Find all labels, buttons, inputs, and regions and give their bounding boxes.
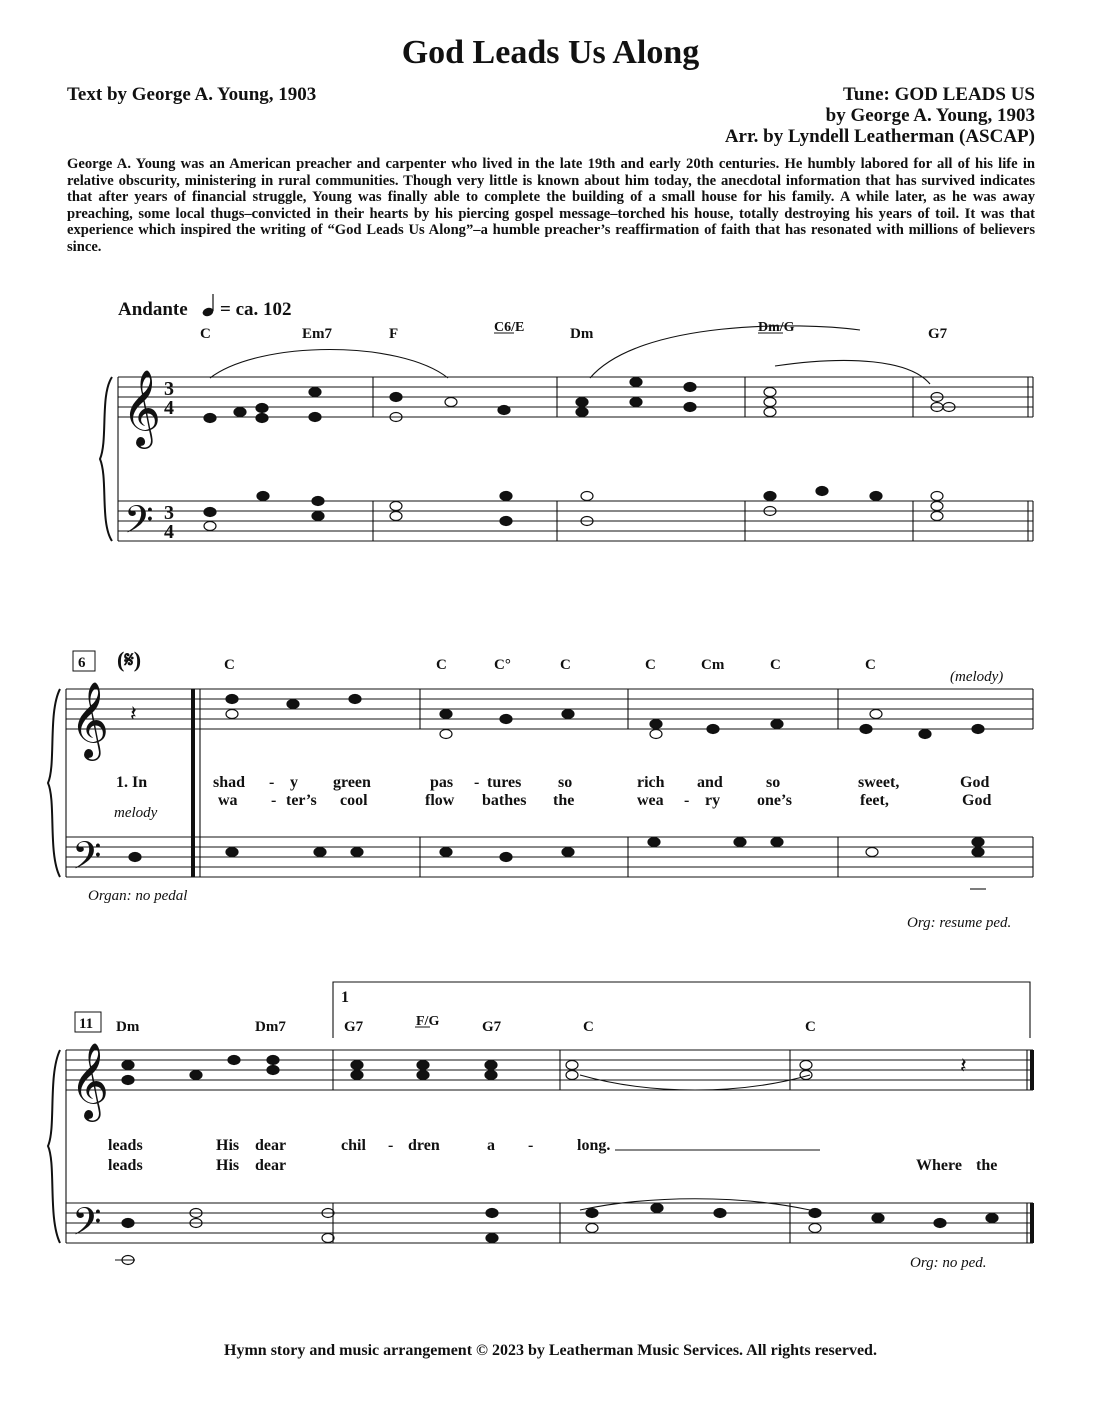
chord-symbol: C xyxy=(645,657,656,673)
lyric-syllable: one’s xyxy=(757,792,792,809)
lyric-syllable: so xyxy=(558,774,573,791)
lyric-syllable: the xyxy=(553,792,575,809)
lyric-syllable: y xyxy=(290,774,298,791)
organ-instruction: Org: no ped. xyxy=(910,1255,987,1271)
first-ending-number: 1 xyxy=(341,989,349,1006)
lyric-syllable: ter’s xyxy=(286,792,317,809)
system-2-labels xyxy=(73,647,141,672)
tune-name: Tune: GOD LEADS US xyxy=(843,84,1035,105)
lyric-syllable: dear xyxy=(255,1137,287,1154)
chord-symbol: C xyxy=(224,657,235,673)
organ-instruction: Org: resume ped. xyxy=(907,915,1012,931)
lyric-syllable: leads xyxy=(108,1157,143,1174)
lyric-hyphen: - xyxy=(388,1137,394,1154)
lyric-syllable: ry xyxy=(705,792,721,809)
system-2-verse-2 xyxy=(218,792,991,809)
lyric-hyphen: - xyxy=(684,792,690,809)
hymn-story: George A. Young was an American preacher and carpenter who lived in the late 19th and early 20th centuries. He humbly labored for all of his life in relative obscurity, ministering in rural communities. Though very little is known about him today, the anecdotal information that has survived indicates that after years of financial struggle, Young was finally able to complete the building of a small house for his family. A while later, as he was away preaching, some local thugs–convicted in their hearts by his piercing gospel message–torched his house, totally destroying his years of toil. It was that experience which inspired the writing of “God Leads Us Along”–a humble preacher’s reaffirmation of faith that has resonated with millions of believers since. xyxy=(67,156,1035,255)
lyric-hyphen: - xyxy=(528,1137,534,1154)
system-3-verse-1 xyxy=(108,1137,610,1154)
chord-symbol: C xyxy=(805,1019,816,1035)
tempo-marking: Andante xyxy=(118,299,188,320)
text-credit: Text by George A. Young, 1903 xyxy=(67,84,317,105)
tune-author: by George A. Young, 1903 xyxy=(825,105,1035,126)
lyric-syllable: feet, xyxy=(860,792,889,809)
lyric-syllable: green xyxy=(333,774,371,791)
measure-number: 6 xyxy=(78,655,86,671)
chord-symbol: Dm xyxy=(116,1019,140,1035)
time-sig-top: 3 xyxy=(164,378,174,400)
chord-symbol: C xyxy=(865,657,876,673)
lyric-syllable: and xyxy=(697,774,723,791)
lyric-syllable: leads xyxy=(108,1137,143,1154)
chord-symbol: Cm xyxy=(701,657,725,673)
lyric-hyphen: - xyxy=(474,774,480,791)
lyric-syllable: bathes xyxy=(482,792,527,809)
lyric-hyphen: - xyxy=(269,774,275,791)
system-3-chords xyxy=(116,1014,816,1035)
lyric-syllable: the xyxy=(976,1157,998,1174)
chord-symbol: C xyxy=(436,657,447,673)
lyric-hyphen: - xyxy=(271,792,277,809)
lyric-syllable: God xyxy=(962,792,992,809)
arranger: Arr. by Lyndell Leatherman (ASCAP) xyxy=(724,126,1035,147)
chord-symbol: G7 xyxy=(344,1019,364,1035)
lyric-syllable: shad xyxy=(213,774,246,791)
treble-clef-icon: 𝄞 xyxy=(122,372,162,445)
lyric-syllable: flow xyxy=(425,792,455,809)
lyric-syllable: rich xyxy=(637,774,665,791)
lyric-syllable: chil xyxy=(341,1137,366,1154)
segno-icon: (𝄋) xyxy=(117,647,142,672)
lyric-syllable: Where xyxy=(916,1157,962,1174)
chord-symbol: Dm xyxy=(570,326,594,342)
bass-clef-icon: 𝄢 xyxy=(72,835,102,886)
system-1-chords xyxy=(200,320,948,342)
chord-symbol: C xyxy=(583,1019,594,1035)
svg-text:𝄽: 𝄽 xyxy=(960,1053,967,1078)
chord-symbol: Dm7 xyxy=(255,1019,286,1035)
lyric-syllable: His xyxy=(216,1157,240,1174)
system-2-verse-1 xyxy=(116,774,989,791)
tempo-value: = ca. 102 xyxy=(220,299,292,320)
time-sig-bottom: 4 xyxy=(164,397,174,419)
chord-symbol: F/G xyxy=(416,1014,440,1029)
treble-clef-icon: 𝄞 xyxy=(70,1045,110,1118)
lyric-syllable: dear xyxy=(255,1157,287,1174)
melody-annotation: (melody) xyxy=(950,669,1004,685)
lyric-syllable: His xyxy=(216,1137,240,1154)
system-1-notes xyxy=(204,378,955,531)
chord-symbol: C xyxy=(200,326,211,342)
system-2-chords xyxy=(224,657,876,673)
measure-number: 11 xyxy=(79,1016,94,1032)
copyright-footer: Hymn story and music arrangement © 2023 by Leatherman Music Services. All rights reserved. xyxy=(224,1342,877,1359)
lyric-syllable: cool xyxy=(340,792,368,809)
chord-symbol: Em7 xyxy=(302,326,332,342)
chord-symbol: Dm/G xyxy=(758,320,795,335)
bass-clef-icon: 𝄢 xyxy=(72,1201,102,1252)
melody-annotation: melody xyxy=(114,805,158,821)
treble-clef-icon: 𝄞 xyxy=(70,684,110,757)
chord-symbol: C xyxy=(560,657,571,673)
chord-symbol: C° xyxy=(494,657,511,673)
lyric-syllable: God xyxy=(960,774,990,791)
chord-symbol: C xyxy=(770,657,781,673)
lyric-syllable: tures xyxy=(487,774,522,791)
bass-clef-icon: 𝄢 xyxy=(124,499,154,550)
svg-text:𝄽: 𝄽 xyxy=(130,701,137,726)
chord-symbol: F xyxy=(389,326,399,342)
lyric-syllable: sweet, xyxy=(858,774,900,791)
lyric-syllable: pas xyxy=(430,774,454,791)
lyric-syllable: 1. In xyxy=(116,774,148,791)
lyric-syllable: a xyxy=(487,1137,495,1154)
lyric-syllable: so xyxy=(766,774,781,791)
lyric-syllable: wea xyxy=(637,792,664,809)
lyric-syllable: long. xyxy=(577,1137,611,1154)
lyric-syllable: wa xyxy=(218,792,238,809)
system-3-verse-2 xyxy=(108,1157,997,1174)
page-title: God Leads Us Along xyxy=(401,34,700,71)
chord-symbol: G7 xyxy=(482,1019,502,1035)
time-sig-bottom: 4 xyxy=(164,521,174,543)
chord-symbol: C6/E xyxy=(494,320,525,335)
lyric-syllable: dren xyxy=(408,1137,440,1154)
chord-symbol: G7 xyxy=(928,326,948,342)
time-sig-top: 3 xyxy=(164,502,174,524)
organ-instruction: Organ: no pedal xyxy=(88,888,188,904)
system-1-staves xyxy=(100,326,1033,541)
